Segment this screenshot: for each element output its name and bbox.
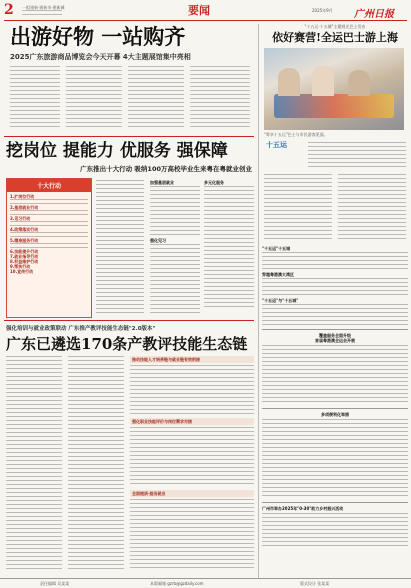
story4-text	[130, 427, 254, 487]
right-text	[262, 304, 408, 326]
story3-col1	[96, 180, 144, 314]
story3-subheadline: 广东推出十大行动 吸纳100万高校毕业生来粤在粤就业创业	[80, 165, 252, 173]
header-date: 2025年9月	[312, 8, 333, 13]
sidebar-item: 1.扩岗位行动	[10, 194, 35, 199]
right-text	[262, 513, 408, 549]
right-divider	[262, 502, 408, 503]
footer-email: 本版邮箱 gzrb@gzdaily.com	[150, 581, 204, 586]
header-left-note: 一组建新·建新市·建新城	[22, 5, 65, 10]
right-text	[262, 345, 408, 405]
story3-section-head: 多元化服务	[204, 180, 224, 185]
story4-headline: 广东已遴选170条产教评技能生态链	[6, 335, 248, 353]
sidebar-item: 9.帮扶行动	[10, 264, 31, 269]
story2-kicker: "十五运·十五城"主题观光巴士发布	[304, 24, 366, 29]
bus-photo	[264, 48, 404, 130]
story4-col3	[130, 356, 254, 570]
story-bus	[262, 24, 408, 244]
section-title: 要闻	[188, 4, 210, 17]
right-text	[262, 278, 408, 296]
story4-top-rule	[4, 320, 254, 321]
story3-text	[204, 186, 254, 310]
story3-col3	[204, 180, 254, 314]
story1-col3	[128, 66, 184, 130]
page-number: 2	[4, 2, 14, 18]
right-head: 广州市举办2025年"0-30"助力乡村振兴活动	[262, 506, 344, 511]
story2-col1	[308, 142, 406, 170]
page-header	[0, 0, 411, 22]
story4-col2	[68, 356, 124, 570]
right-column	[262, 246, 408, 576]
story4-kicker: 强化培训与就业政策联动 广东推产教评技能生态链"2.0版本"	[6, 326, 156, 332]
story3-col2	[150, 180, 200, 314]
right-divider	[262, 329, 408, 330]
sidebar-text	[10, 210, 88, 216]
logo-mark: 十五运	[266, 140, 287, 149]
story4-text	[130, 365, 254, 415]
story2-headline: 依好赛营!全运巴士游上海	[272, 31, 398, 44]
sidebar-text	[10, 221, 88, 227]
sidebar-item: 2.基层就业行动	[10, 205, 39, 210]
sidebar-item: 10.宣传行动	[10, 269, 34, 274]
right-head: "十五运"十五城	[262, 246, 291, 251]
sidebar-item: 8.权益维护行动	[10, 259, 39, 264]
story2-col3	[338, 174, 406, 240]
story4-col1	[6, 356, 62, 570]
right-head: 穿越粤港澳大湾区	[262, 272, 294, 277]
story1-col4	[190, 66, 250, 130]
story4-section-head: 推动技能人才培养链与就业链有效衔接	[130, 356, 254, 363]
story2-col2	[264, 174, 332, 240]
sidebar-item: 3.见习行动	[10, 216, 31, 221]
right-head: "十五运"与"十五城"	[262, 298, 299, 303]
sidebar-item: 4.政策落实行动	[10, 227, 39, 232]
right-head: 多项便利化举措	[321, 412, 349, 417]
story3-headline: 挖岗位 提能力 优服务 强保障	[6, 141, 228, 161]
story-tourism-expo	[10, 24, 255, 134]
sidebar-text	[10, 243, 88, 249]
masthead: 广州日报	[354, 9, 394, 20]
sidebar-item: 5.精准服务行动	[10, 238, 39, 243]
story4-text	[130, 499, 254, 569]
story4-section-head: 强化职业技能评价与岗位需求对接	[130, 418, 254, 425]
story3-text	[150, 244, 200, 314]
story1-headline: 出游好物 一站购齐	[10, 24, 186, 49]
right-text	[262, 252, 408, 270]
sidebar-text	[10, 232, 88, 238]
sidebar-item: 7.就业指导行动	[10, 254, 39, 259]
story3-text	[150, 186, 200, 236]
ten-actions-sidebar	[6, 178, 92, 318]
right-text	[262, 419, 408, 499]
story3-top-rule	[4, 136, 254, 137]
story1-col1	[10, 66, 60, 130]
story-employment	[6, 140, 256, 318]
story3-section-head: 加强基层就业	[150, 180, 174, 185]
footer-editor: 责任编辑 吴某某	[40, 581, 70, 586]
sidebar-text	[10, 199, 88, 205]
right-head: 覆盖服务全面升级	[319, 333, 351, 338]
bus-photo-caption: "粤享十五运"巴士与市民游客见面。	[264, 132, 328, 137]
column-divider	[258, 24, 259, 579]
story4-section-head: 全面提质·服务就业	[130, 490, 254, 497]
story1-col2	[66, 66, 122, 130]
right-divider	[262, 408, 408, 409]
sidebar-title: 十大行动	[7, 179, 91, 192]
header-left-note-2	[22, 10, 62, 16]
story3-section-head: 强化见习	[150, 238, 166, 243]
fifteen-games-logo	[266, 140, 306, 164]
right-head: 首届粤港澳全运会开展	[315, 338, 355, 343]
header-rule	[4, 20, 407, 21]
story-skills-chain	[6, 324, 256, 574]
footer-designer: 版式设计 张某某	[300, 581, 330, 586]
sidebar-item: 6.技能提升行动	[10, 249, 39, 254]
story1-subheadline: 2025广东旅游商品博览会今天开幕 4大主题展馆集中亮相	[10, 53, 191, 61]
